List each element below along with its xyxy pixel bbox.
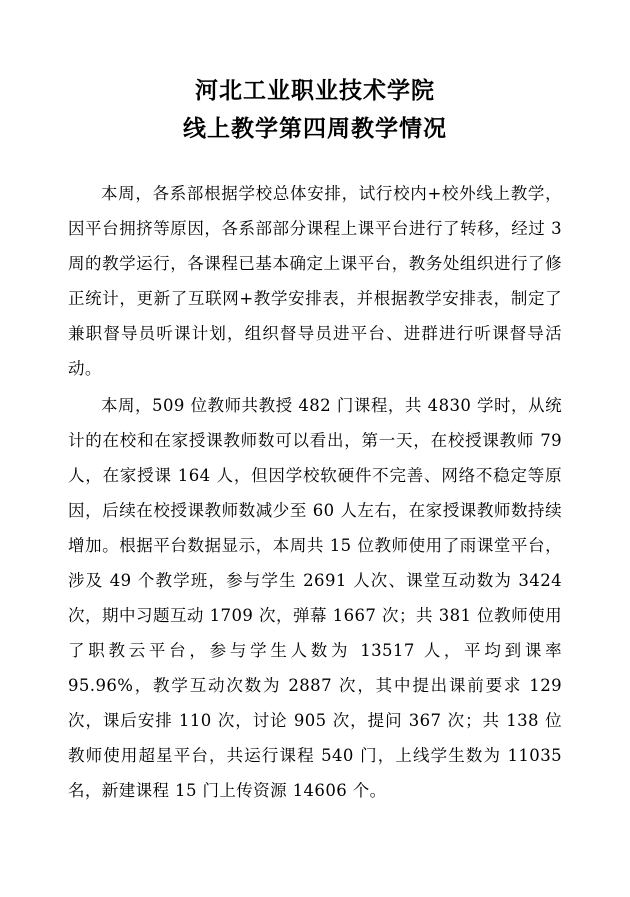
title-line-subject: 线上教学第四周教学情况	[183, 115, 447, 142]
paragraph-1: 本周，各系部根据学校总体安排，试行校内+校外线上教学，因平台拥挤等原因，各系部部分课程上课平台进行了转移，经过 3 周的教学运行，各课程已基本确定上课平台，教务处组织进行了修正统计，更新了互联网+教学安排表，并根据教学安排表，制定了兼职督导员听课计划，组织督导员进平台、进群进行听课督导活动。	[68, 184, 562, 378]
title-line-institution: 河北工业职业技术学院	[195, 77, 435, 104]
paragraph-2: 本周，509 位教师共教授 482 门课程，共 4830 学时，从统计的在校和在家授课教师数可以看出，第一天，在校授课教师 79 人，在家授课 164 人，但因学校软硬件不完善、网络不稳定等原因，后续在校授课教师数减少至 60 人左右，在家授课教师数持续增加。根据平台数据显示，本周共 15 位教师使用了雨课堂平台，涉及 49 个教学班，参与学生 2691 人次、课堂互动数为 3424 次，期中习题互动 1709 次，弹幕 1667 次；共 381 位教师使用了职教云平台，参与学生人数为 13517 人，平均到课率 95.96%，教学互动次数为 2887 次，其中提出课前要求 129 次，课后安排 110 次，讨论 905 次，提问 367 次；共 138 位教师使用超星平台，共运行课程 540 门，上线学生数为 11035 名，新建课程 15 门上传资源 14606 个。	[68, 396, 562, 800]
document-body	[68, 176, 562, 808]
page-title	[68, 0, 562, 148]
